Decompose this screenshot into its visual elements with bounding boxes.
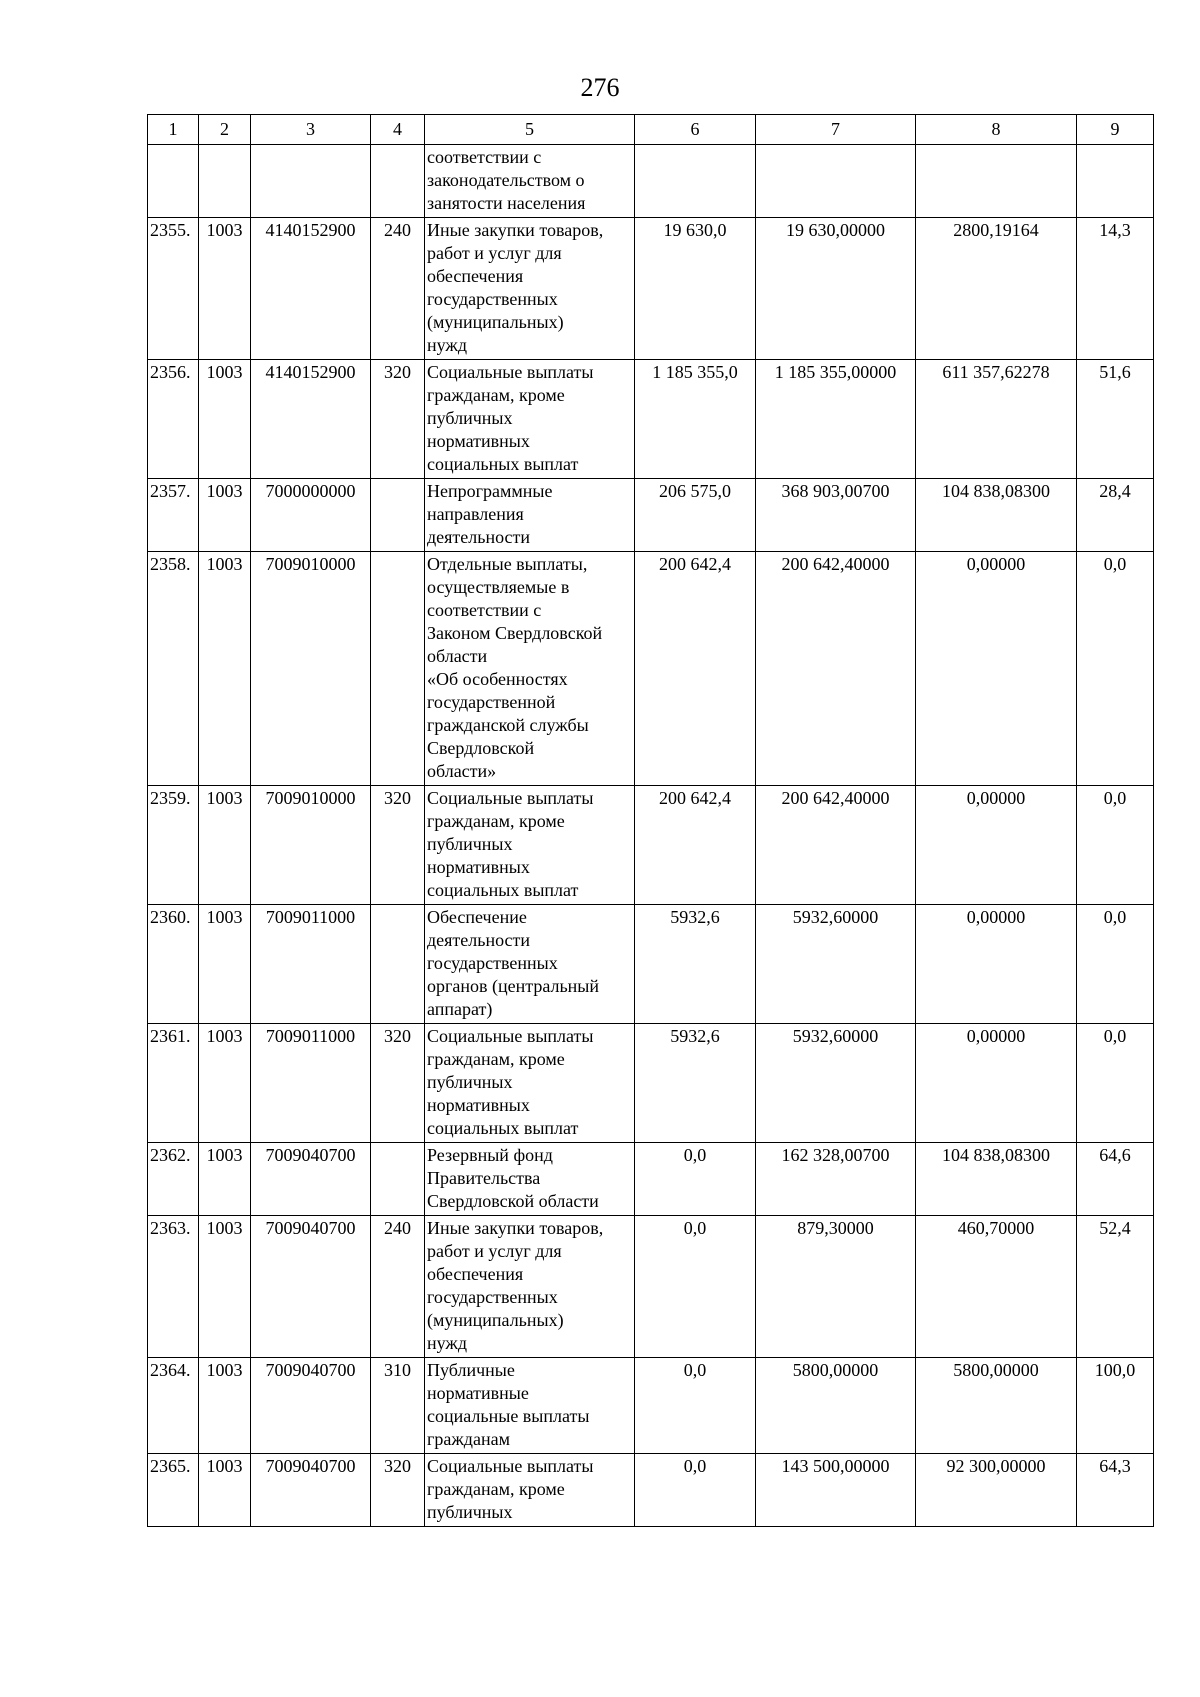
revised-amount-cell: 5800,00000 xyxy=(756,1358,916,1454)
approved-amount-cell: 200 642,4 xyxy=(635,552,756,786)
item-name-line: работ и услуг для xyxy=(427,1241,562,1261)
execution-percent-cell: 0,0 xyxy=(1077,1024,1154,1143)
revised-amount-cell xyxy=(756,145,916,218)
section-code-cell: 1003 xyxy=(199,786,251,905)
execution-percent-cell: 52,4 xyxy=(1077,1216,1154,1358)
page-number: 276 xyxy=(580,73,620,102)
executed-amount-cell: 0,00000 xyxy=(916,552,1077,786)
executed-amount-cell: 104 838,08300 xyxy=(916,479,1077,552)
item-name-cell xyxy=(425,1216,635,1358)
table-row xyxy=(148,145,1154,218)
approved-amount-cell: 19 630,0 xyxy=(635,218,756,360)
executed-amount-cell: 0,00000 xyxy=(916,905,1077,1024)
column-header: 5 xyxy=(425,115,635,145)
section-code-cell: 1003 xyxy=(199,479,251,552)
row-number-cell: 2356. xyxy=(148,360,199,479)
expense-type-cell xyxy=(371,905,425,1024)
table-row xyxy=(148,1143,1154,1216)
target-article-cell: 7009011000 xyxy=(251,905,371,1024)
execution-percent-cell: 0,0 xyxy=(1077,905,1154,1024)
item-name-line: публичных xyxy=(427,834,513,854)
table-header-row xyxy=(148,115,1154,145)
item-name-line: государственных xyxy=(427,1287,558,1307)
approved-amount-cell: 0,0 xyxy=(635,1216,756,1358)
table-row xyxy=(148,1024,1154,1143)
item-name-cell xyxy=(425,1454,635,1527)
item-name-line: государственных xyxy=(427,953,558,973)
target-article-cell: 7000000000 xyxy=(251,479,371,552)
row-number-cell xyxy=(148,145,199,218)
item-name-line: гражданской службы xyxy=(427,715,589,735)
revised-amount-cell: 162 328,00700 xyxy=(756,1143,916,1216)
table-row xyxy=(148,360,1154,479)
item-name-line: (муниципальных) xyxy=(427,1310,564,1330)
executed-amount-cell: 5800,00000 xyxy=(916,1358,1077,1454)
section-code-cell: 1003 xyxy=(199,905,251,1024)
table-row xyxy=(148,905,1154,1024)
execution-percent-cell: 0,0 xyxy=(1077,786,1154,905)
expense-type-cell xyxy=(371,145,425,218)
row-number-cell: 2363. xyxy=(148,1216,199,1358)
approved-amount-cell: 206 575,0 xyxy=(635,479,756,552)
item-name-line: социальных выплат xyxy=(427,1118,579,1138)
section-code-cell: 1003 xyxy=(199,1024,251,1143)
item-name-line: работ и услуг для xyxy=(427,243,562,263)
expense-type-cell xyxy=(371,479,425,552)
column-header: 1 xyxy=(148,115,199,145)
revised-amount-cell: 19 630,00000 xyxy=(756,218,916,360)
expense-type-cell: 320 xyxy=(371,360,425,479)
section-code-cell: 1003 xyxy=(199,1358,251,1454)
approved-amount-cell: 0,0 xyxy=(635,1454,756,1527)
execution-percent-cell: 0,0 xyxy=(1077,552,1154,786)
expense-type-cell: 320 xyxy=(371,1024,425,1143)
item-name-line: деятельности xyxy=(427,930,531,950)
item-name-cell xyxy=(425,360,635,479)
item-name-line: нормативных xyxy=(427,857,530,877)
item-name-line: деятельности xyxy=(427,527,531,547)
target-article-cell: 7009040700 xyxy=(251,1216,371,1358)
item-name-line: Резервный фонд xyxy=(427,1145,553,1165)
execution-percent-cell xyxy=(1077,145,1154,218)
target-article-cell: 7009040700 xyxy=(251,1358,371,1454)
execution-percent-cell: 64,3 xyxy=(1077,1454,1154,1527)
item-name-line: государственных xyxy=(427,289,558,309)
item-name-cell xyxy=(425,218,635,360)
executed-amount-cell xyxy=(916,145,1077,218)
item-name-line: нужд xyxy=(427,1333,467,1353)
item-name-line: гражданам, кроме xyxy=(427,1479,565,1499)
row-number-cell: 2360. xyxy=(148,905,199,1024)
executed-amount-cell: 0,00000 xyxy=(916,786,1077,905)
target-article-cell xyxy=(251,145,371,218)
executed-amount-cell: 0,00000 xyxy=(916,1024,1077,1143)
executed-amount-cell: 104 838,08300 xyxy=(916,1143,1077,1216)
row-number-cell: 2365. xyxy=(148,1454,199,1527)
executed-amount-cell: 611 357,62278 xyxy=(916,360,1077,479)
row-number-cell: 2358. xyxy=(148,552,199,786)
target-article-cell: 7009011000 xyxy=(251,1024,371,1143)
item-name-line: Обеспечение xyxy=(427,907,527,927)
column-header: 9 xyxy=(1077,115,1154,145)
item-name-line: гражданам, кроме xyxy=(427,811,565,831)
item-name-cell xyxy=(425,1143,635,1216)
revised-amount-cell: 368 903,00700 xyxy=(756,479,916,552)
section-code-cell: 1003 xyxy=(199,1143,251,1216)
item-name-line: Социальные выплаты xyxy=(427,362,594,382)
row-number-cell: 2362. xyxy=(148,1143,199,1216)
item-name-line: направления xyxy=(427,504,524,524)
section-code-cell: 1003 xyxy=(199,1454,251,1527)
item-name-line: области» xyxy=(427,761,497,781)
item-name-line: законодательством о xyxy=(427,170,585,190)
execution-percent-cell: 28,4 xyxy=(1077,479,1154,552)
approved-amount-cell: 5932,6 xyxy=(635,1024,756,1143)
table-body xyxy=(148,145,1154,1527)
column-header: 8 xyxy=(916,115,1077,145)
approved-amount-cell: 200 642,4 xyxy=(635,786,756,905)
item-name-line: социальных выплат xyxy=(427,454,579,474)
item-name-line: обеспечения xyxy=(427,266,524,286)
approved-amount-cell: 1 185 355,0 xyxy=(635,360,756,479)
item-name-line: гражданам xyxy=(427,1429,510,1449)
table-row xyxy=(148,479,1154,552)
row-number-cell: 2357. xyxy=(148,479,199,552)
item-name-line: Отдельные выплаты, xyxy=(427,554,588,574)
item-name-line: нормативных xyxy=(427,1095,530,1115)
approved-amount-cell xyxy=(635,145,756,218)
column-header: 3 xyxy=(251,115,371,145)
expense-type-cell: 320 xyxy=(371,786,425,905)
section-code-cell: 1003 xyxy=(199,360,251,479)
item-name-cell xyxy=(425,145,635,218)
item-name-cell xyxy=(425,905,635,1024)
item-name-line: Социальные выплаты xyxy=(427,1456,594,1476)
section-code-cell: 1003 xyxy=(199,218,251,360)
table-row xyxy=(148,218,1154,360)
item-name-cell xyxy=(425,552,635,786)
item-name-line: нормативных xyxy=(427,431,530,451)
row-number-cell: 2355. xyxy=(148,218,199,360)
executed-amount-cell: 92 300,00000 xyxy=(916,1454,1077,1527)
expense-type-cell: 240 xyxy=(371,218,425,360)
table-row xyxy=(148,1216,1154,1358)
column-header: 7 xyxy=(756,115,916,145)
item-name-cell xyxy=(425,1024,635,1143)
item-name-line: органов (центральный xyxy=(427,976,600,996)
item-name-line: публичных xyxy=(427,1072,513,1092)
execution-percent-cell: 14,3 xyxy=(1077,218,1154,360)
revised-amount-cell: 1 185 355,00000 xyxy=(756,360,916,479)
item-name-line: нормативные xyxy=(427,1383,529,1403)
item-name-line: нужд xyxy=(427,335,467,355)
item-name-line: «Об особенностях xyxy=(427,669,568,689)
table-row xyxy=(148,552,1154,786)
table-row xyxy=(148,1454,1154,1527)
item-name-line: соответствии с xyxy=(427,147,542,167)
budget-table xyxy=(147,114,1154,1527)
revised-amount-cell: 5932,60000 xyxy=(756,905,916,1024)
item-name-cell xyxy=(425,479,635,552)
revised-amount-cell: 200 642,40000 xyxy=(756,786,916,905)
revised-amount-cell: 879,30000 xyxy=(756,1216,916,1358)
item-name-line: Публичные xyxy=(427,1360,515,1380)
revised-amount-cell: 5932,60000 xyxy=(756,1024,916,1143)
item-name-line: Непрограммные xyxy=(427,481,553,501)
target-article-cell: 4140152900 xyxy=(251,218,371,360)
row-number-cell: 2361. xyxy=(148,1024,199,1143)
item-name-line: осуществляемые в xyxy=(427,577,570,597)
item-name-line: обеспечения xyxy=(427,1264,524,1284)
expense-type-cell: 240 xyxy=(371,1216,425,1358)
column-header: 4 xyxy=(371,115,425,145)
execution-percent-cell: 100,0 xyxy=(1077,1358,1154,1454)
approved-amount-cell: 0,0 xyxy=(635,1143,756,1216)
item-name-line: социальных выплат xyxy=(427,880,579,900)
item-name-line: гражданам, кроме xyxy=(427,385,565,405)
section-code-cell xyxy=(199,145,251,218)
expense-type-cell: 310 xyxy=(371,1358,425,1454)
item-name-line: Законом Свердловской xyxy=(427,623,603,643)
expense-type-cell: 320 xyxy=(371,1454,425,1527)
target-article-cell: 7009010000 xyxy=(251,786,371,905)
item-name-line: занятости населения xyxy=(427,193,586,213)
item-name-line: государственной xyxy=(427,692,556,712)
item-name-line: аппарат) xyxy=(427,999,493,1019)
approved-amount-cell: 5932,6 xyxy=(635,905,756,1024)
execution-percent-cell: 64,6 xyxy=(1077,1143,1154,1216)
item-name-line: Свердловской xyxy=(427,738,535,758)
revised-amount-cell: 143 500,00000 xyxy=(756,1454,916,1527)
item-name-cell xyxy=(425,1358,635,1454)
row-number-cell: 2359. xyxy=(148,786,199,905)
table-row xyxy=(148,1358,1154,1454)
item-name-line: соответствии с xyxy=(427,600,542,620)
execution-percent-cell: 51,6 xyxy=(1077,360,1154,479)
section-code-cell: 1003 xyxy=(199,552,251,786)
item-name-line: социальные выплаты xyxy=(427,1406,590,1426)
expense-type-cell xyxy=(371,1143,425,1216)
table-row xyxy=(148,786,1154,905)
row-number-cell: 2364. xyxy=(148,1358,199,1454)
item-name-line: Иные закупки товаров, xyxy=(427,1218,604,1238)
section-code-cell: 1003 xyxy=(199,1216,251,1358)
item-name-cell xyxy=(425,786,635,905)
executed-amount-cell: 2800,19164 xyxy=(916,218,1077,360)
column-header: 6 xyxy=(635,115,756,145)
target-article-cell: 4140152900 xyxy=(251,360,371,479)
target-article-cell: 7009040700 xyxy=(251,1143,371,1216)
item-name-line: Правительства xyxy=(427,1168,541,1188)
expense-type-cell xyxy=(371,552,425,786)
approved-amount-cell: 0,0 xyxy=(635,1358,756,1454)
executed-amount-cell: 460,70000 xyxy=(916,1216,1077,1358)
item-name-line: Социальные выплаты xyxy=(427,1026,594,1046)
item-name-line: Свердловской области xyxy=(427,1191,599,1211)
target-article-cell: 7009010000 xyxy=(251,552,371,786)
item-name-line: публичных xyxy=(427,408,513,428)
item-name-line: публичных xyxy=(427,1502,513,1522)
item-name-line: области xyxy=(427,646,488,666)
revised-amount-cell: 200 642,40000 xyxy=(756,552,916,786)
column-header: 2 xyxy=(199,115,251,145)
target-article-cell: 7009040700 xyxy=(251,1454,371,1527)
item-name-line: (муниципальных) xyxy=(427,312,564,332)
item-name-line: Социальные выплаты xyxy=(427,788,594,808)
item-name-line: гражданам, кроме xyxy=(427,1049,565,1069)
item-name-line: Иные закупки товаров, xyxy=(427,220,604,240)
